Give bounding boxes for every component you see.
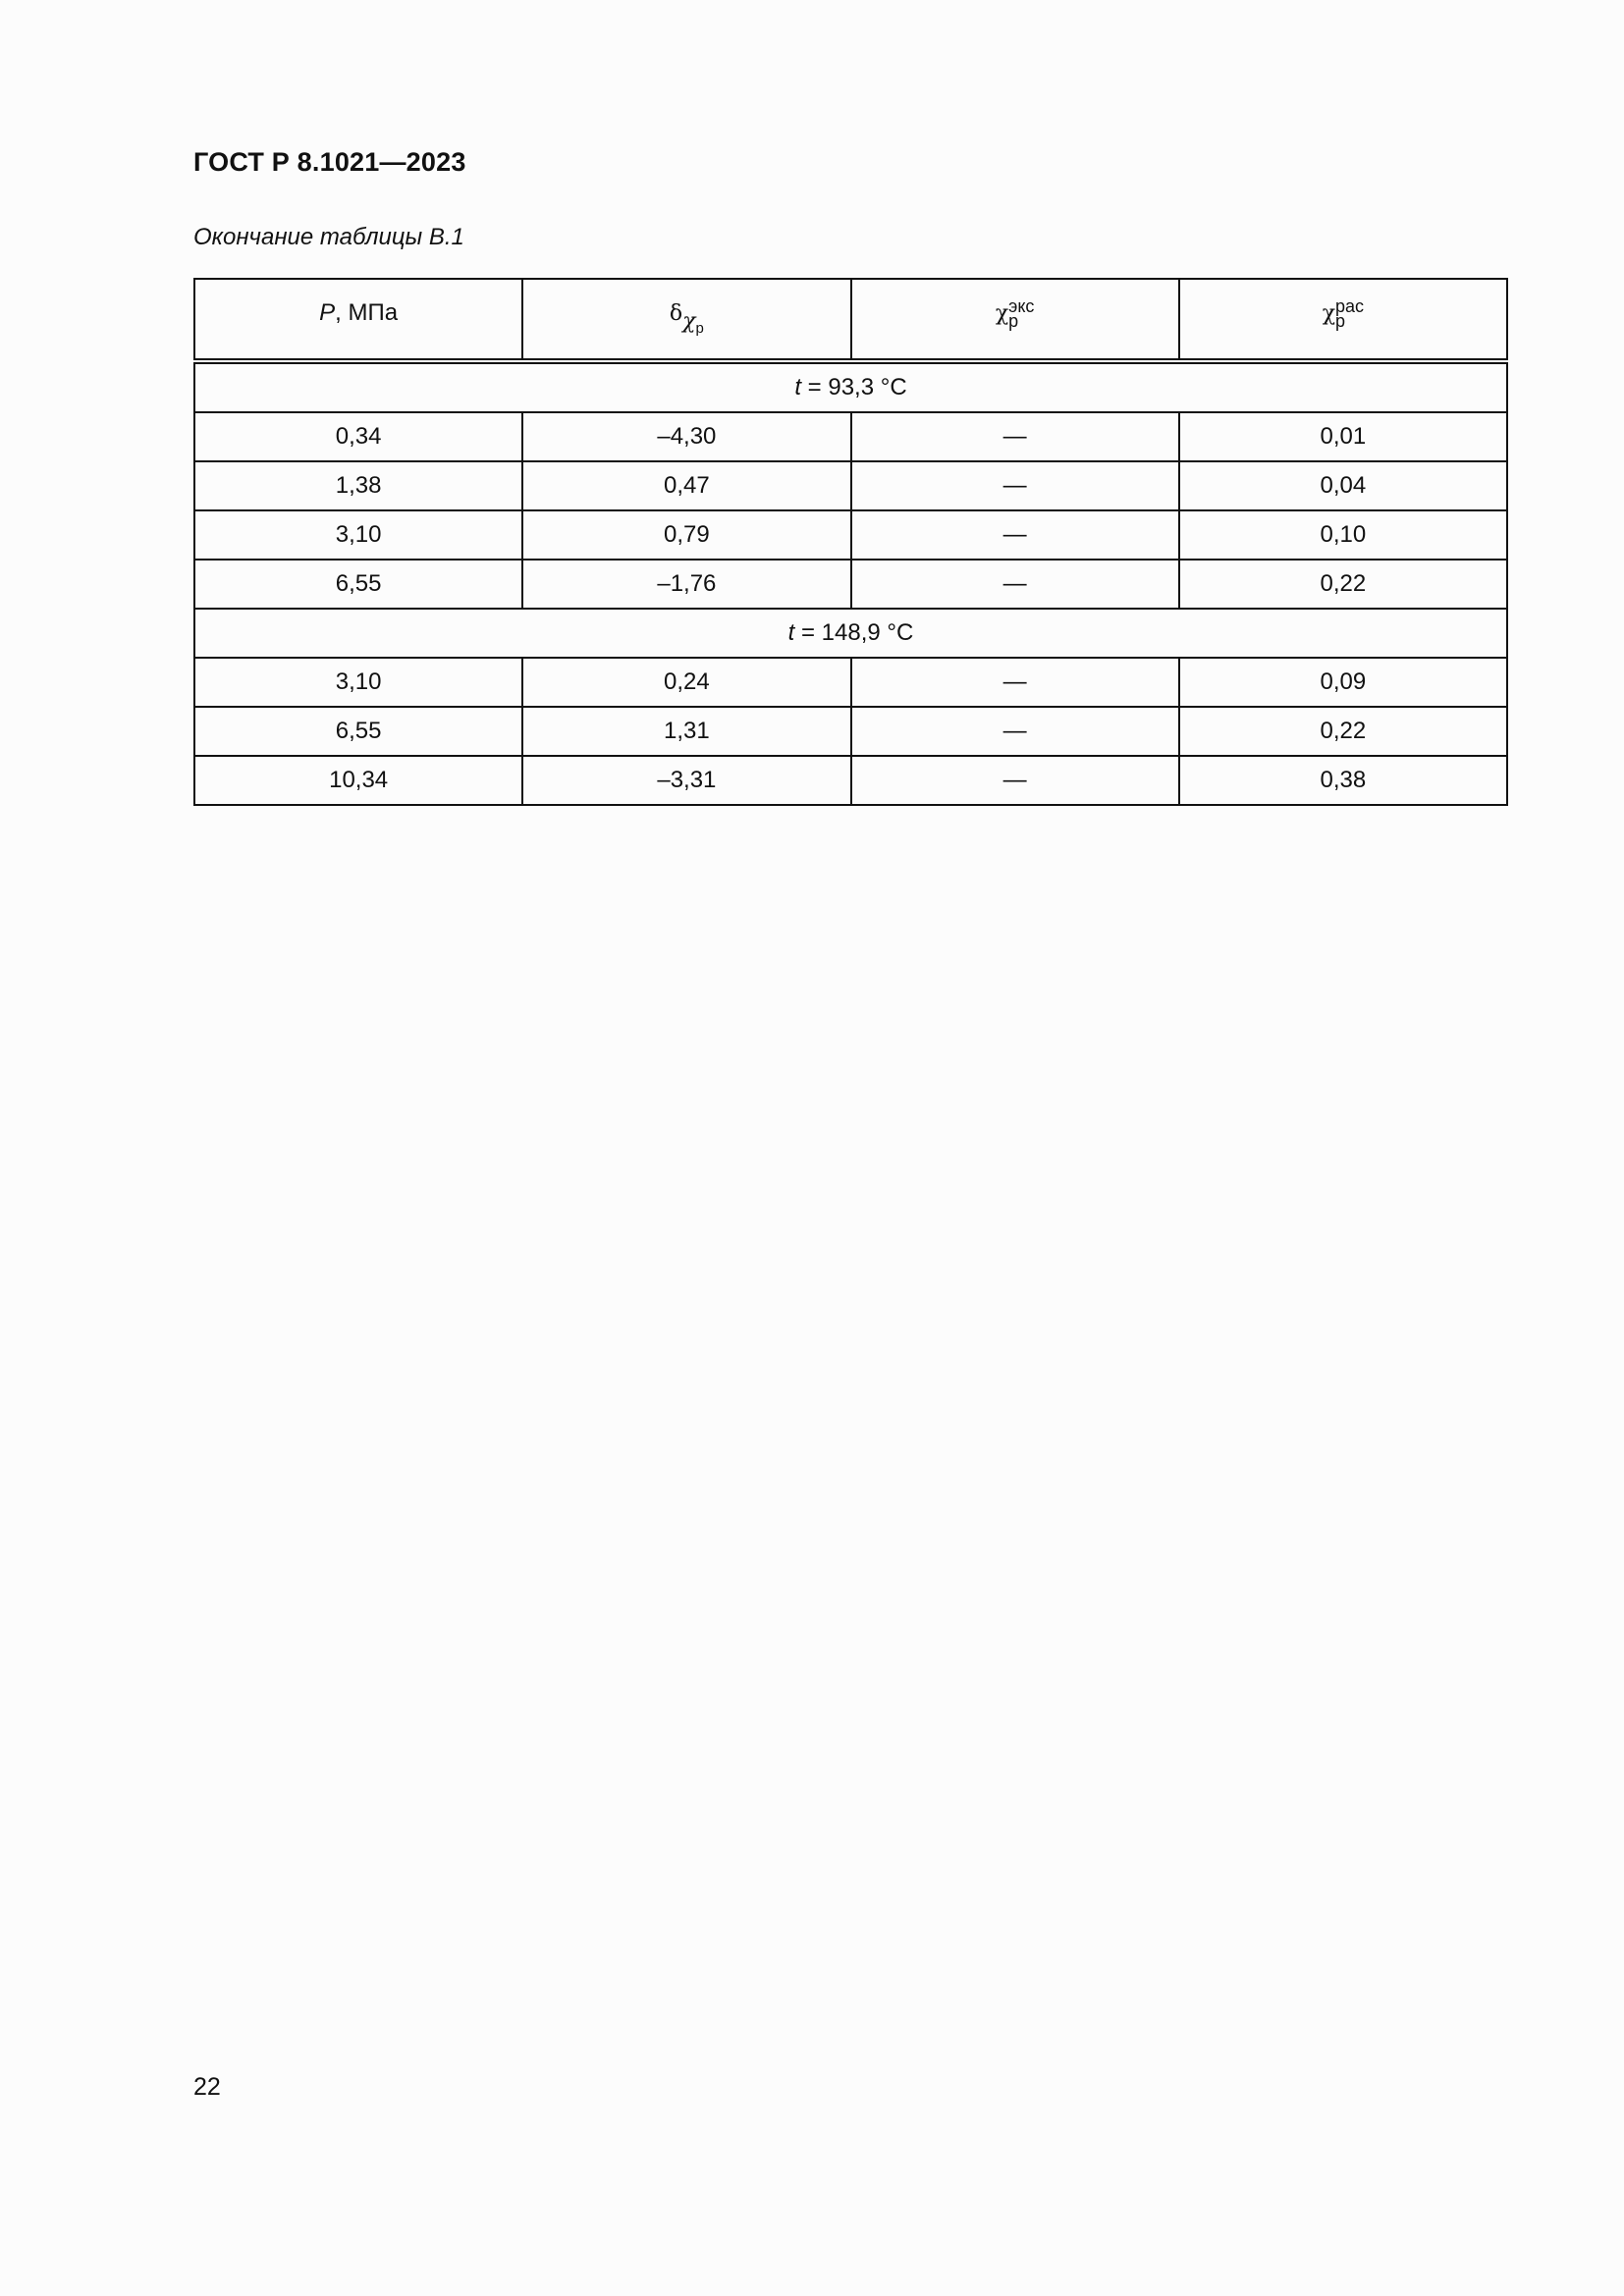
cell-delta: –3,31 [522,756,850,805]
cell-pressure: 1,38 [194,461,522,510]
cell-chi-exp: — [851,412,1179,461]
cell-chi-exp: — [851,707,1179,756]
cell-chi-calc: 0,38 [1179,756,1507,805]
table-row [194,560,1507,609]
cell-delta: 0,47 [522,461,850,510]
data-table [193,278,1508,806]
cell-delta: –1,76 [522,560,850,609]
cell-chi-calc: 0,10 [1179,510,1507,560]
cell-chi-exp: — [851,510,1179,560]
cell-chi-calc: 0,04 [1179,461,1507,510]
cell-chi-calc: 0,09 [1179,658,1507,707]
chi-calc-subscript: p [1335,311,1346,331]
group-row [194,361,1507,412]
pressure-unit: , МПа [335,299,399,326]
table-row [194,756,1507,805]
cell-pressure: 6,55 [194,560,522,609]
chi-exp-subscript: p [1008,311,1019,331]
cell-chi-exp: — [851,756,1179,805]
cell-chi-exp: — [851,560,1179,609]
col-header-chi-exp [851,279,1179,361]
table-row [194,412,1507,461]
table-caption: Окончание таблицы В.1 [193,224,464,250]
chi-calc-superscript: рас [1335,296,1365,316]
cell-pressure: 3,10 [194,510,522,560]
chi-calc-symbol: χ [1322,301,1336,326]
chi-exp-superscript: экс [1008,296,1035,316]
col-header-chi-calc [1179,279,1507,361]
cell-pressure: 6,55 [194,707,522,756]
cell-chi-calc: 0,22 [1179,560,1507,609]
page-number: 22 [193,2073,221,2101]
cell-chi-exp: — [851,461,1179,510]
delta-symbol: δ [669,301,683,326]
pressure-symbol: P [319,299,336,326]
table-row [194,461,1507,510]
cell-chi-exp: — [851,658,1179,707]
cell-delta: 0,24 [522,658,850,707]
cell-pressure: 10,34 [194,756,522,805]
col-header-pressure [194,279,522,361]
group-label: t = 148,9 °C [194,609,1507,658]
chi-symbol: χ [682,309,696,334]
table-row [194,707,1507,756]
cell-delta: 1,31 [522,707,850,756]
table-row [194,658,1507,707]
table-row [194,510,1507,560]
chi-subscript: p [695,320,704,337]
table-header-row [194,279,1507,361]
group-row [194,609,1507,658]
cell-chi-calc: 0,22 [1179,707,1507,756]
chi-exp-symbol: χ [995,301,1009,326]
cell-delta: –4,30 [522,412,850,461]
group-label: t = 93,3 °C [194,361,1507,412]
cell-chi-calc: 0,01 [1179,412,1507,461]
cell-pressure: 0,34 [194,412,522,461]
cell-delta: 0,79 [522,510,850,560]
document-code: ГОСТ Р 8.1021—2023 [193,147,466,177]
col-header-delta-chi [522,279,850,361]
cell-pressure: 3,10 [194,658,522,707]
